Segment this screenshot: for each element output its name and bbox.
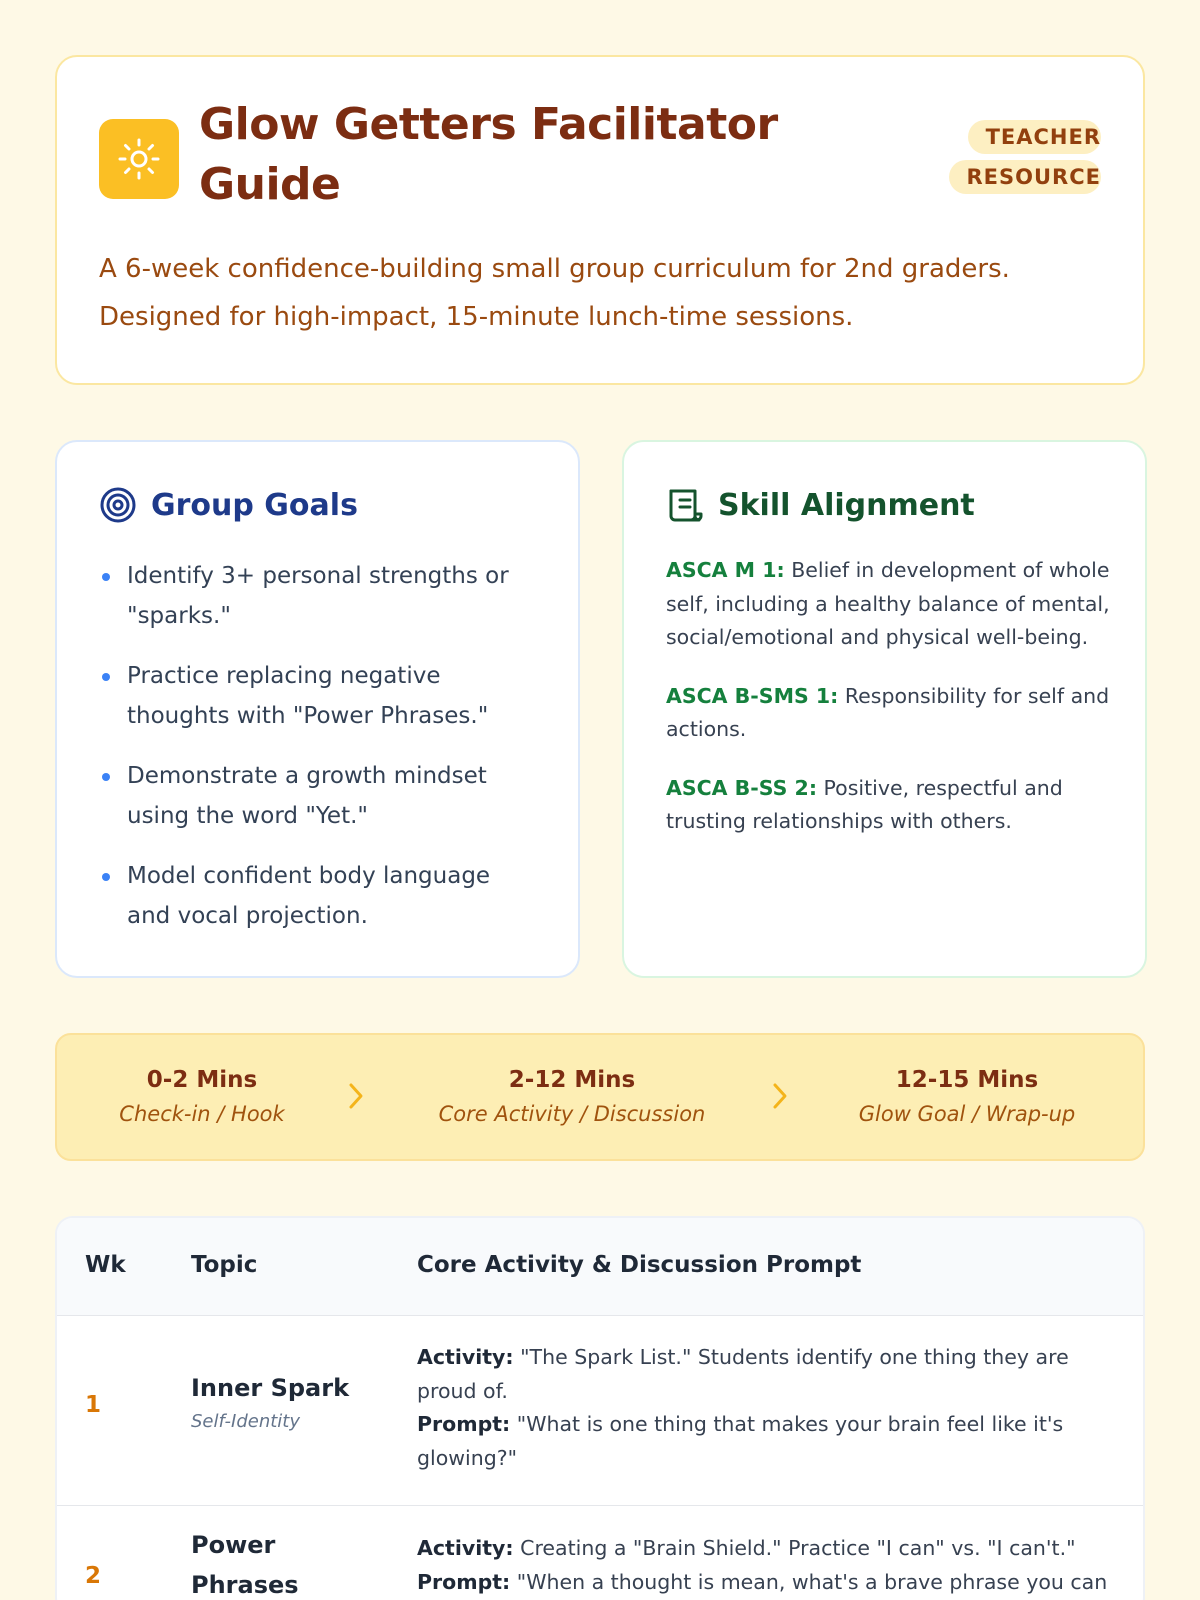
- activity-text: Creating a "Brain Shield." Practice "I can" vs. "I can't.": [513, 1536, 1076, 1560]
- activity-label: Activity:: [417, 1536, 514, 1560]
- header-card: [55, 55, 1145, 385]
- topic-cell: [191, 1525, 341, 1600]
- chevron-right-icon: [771, 1081, 789, 1111]
- skill-alignment-title: Skill Alignment: [718, 487, 975, 523]
- phase-label: Glow Goal / Wrap-up: [858, 1102, 1076, 1126]
- skill-text: Responsibility for self and actions.: [666, 683, 1110, 741]
- chevron-right-icon: [347, 1081, 365, 1111]
- goals-list: [99, 556, 539, 956]
- table-header-row: [57, 1218, 1143, 1316]
- activity-text: "The Spark List." Students identify one thing they are proud of.: [417, 1345, 1069, 1403]
- list-item: Practice replacing negative thoughts with "Power Phrases.": [99, 656, 539, 736]
- session-timeline: [55, 1033, 1145, 1161]
- prompt-label: Prompt:: [417, 1412, 511, 1436]
- list-item: Identify 3+ personal strengths or "sparks.": [99, 556, 539, 636]
- topic-cell: [191, 1368, 391, 1436]
- timeline-phase: [827, 1063, 1107, 1131]
- resource-badge: [943, 117, 1101, 197]
- table-row: [57, 1507, 1143, 1600]
- week-number: 1: [85, 1392, 102, 1418]
- target-icon: [99, 486, 137, 524]
- skill-item: [666, 680, 1116, 747]
- column-header-activity: Core Activity & Discussion Prompt: [417, 1252, 862, 1278]
- skills-list: [666, 554, 1116, 864]
- timeline-phase: [77, 1063, 327, 1131]
- week-number: 2: [85, 1563, 102, 1589]
- prompt-label: Prompt:: [417, 1569, 511, 1594]
- topic-subtitle: Self-Identity: [191, 1411, 301, 1432]
- table-row: [57, 1316, 1143, 1506]
- skill-alignment-heading: [666, 486, 975, 524]
- prompt-text: "When a thought is mean, what's a brave phrase you can: [510, 1569, 1108, 1594]
- skill-code: ASCA B-SMS 1:: [666, 683, 839, 708]
- column-header-week: Wk: [85, 1252, 126, 1278]
- sun-icon: [99, 119, 179, 199]
- phase-time: 12-15 Mins: [895, 1067, 1039, 1093]
- curriculum-table: [55, 1216, 1145, 1600]
- activity-cell: [417, 1341, 1117, 1475]
- skill-code: ASCA M 1:: [666, 558, 785, 582]
- group-goals-heading: [99, 486, 358, 524]
- activity-cell: [417, 1532, 1117, 1599]
- skill-code: ASCA B-SS 2:: [666, 775, 818, 800]
- group-goals-title: Group Goals: [151, 487, 358, 523]
- phase-time: 2-12 Mins: [508, 1067, 636, 1093]
- page-description: A 6-week confidence-building small group curriculum for 2nd graders. Designed for high-impact, 15-minute lunch-time sessions.: [99, 254, 1010, 332]
- column-header-topic: Topic: [191, 1252, 258, 1278]
- topic-name: Inner Spark: [191, 1374, 350, 1402]
- prompt-text: "What is one thing that makes your brain feel like it's glowing?": [417, 1412, 1064, 1470]
- phase-label: Check-in / Hook: [119, 1102, 285, 1126]
- group-goals-card: [55, 440, 580, 978]
- skill-text: Positive, respectful and trusting relationships with others.: [666, 775, 1063, 833]
- timeline-phase: [407, 1063, 737, 1131]
- scroll-icon: [666, 486, 704, 524]
- page-title: Glow Getters Facilitator Guide: [199, 99, 778, 210]
- resource-badge-label: TEACHER RESOURCE: [949, 120, 1101, 194]
- skill-item: [666, 772, 1116, 839]
- skill-text: Belief in development of whole self, including a healthy balance of mental, social/emotional and physical well-being.: [666, 558, 1110, 649]
- list-item: Model confident body language and vocal projection.: [99, 856, 539, 936]
- phase-time: 0-2 Mins: [146, 1067, 258, 1093]
- activity-label: Activity:: [417, 1345, 514, 1369]
- list-item: Demonstrate a growth mindset using the word "Yet.": [99, 756, 539, 836]
- skill-item: [666, 554, 1116, 655]
- phase-label: Core Activity / Discussion: [438, 1102, 706, 1126]
- skill-alignment-card: [622, 440, 1147, 978]
- topic-name: Power Phrases: [191, 1531, 299, 1599]
